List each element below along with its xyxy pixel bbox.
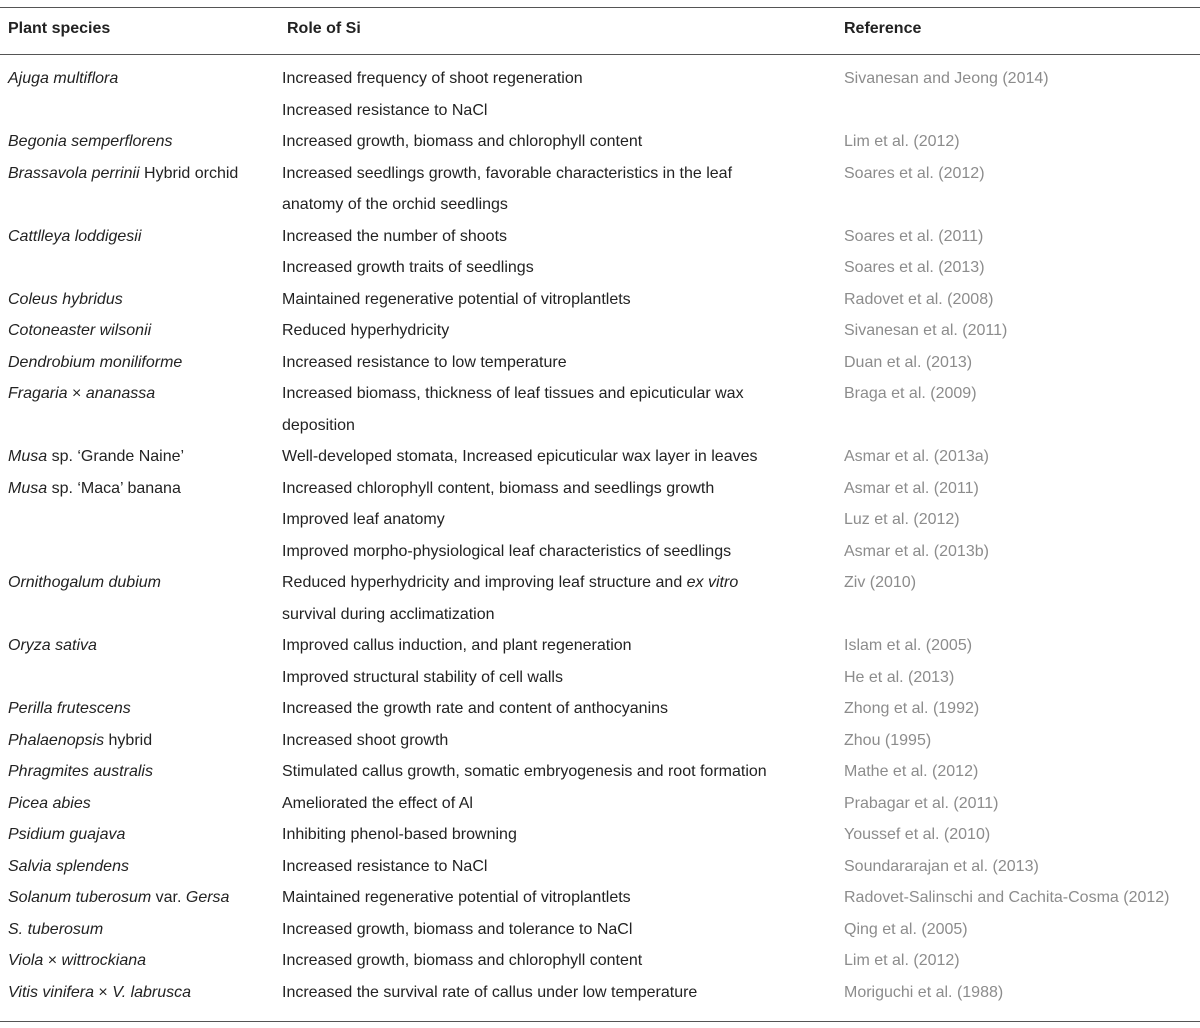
species-text: Phragmites australis xyxy=(8,763,153,780)
table-row xyxy=(0,756,1200,788)
species-text: Phalaenopsis xyxy=(8,731,105,749)
cell-plant-species xyxy=(8,725,152,757)
cell-reference: Asmar et al. (2013b) xyxy=(844,542,989,560)
table-row xyxy=(0,410,1200,442)
cell-reference: Zhou (1995) xyxy=(844,731,932,749)
table-row xyxy=(0,378,1200,410)
table-row xyxy=(0,567,1200,599)
species-text: Oryza sativa xyxy=(8,637,97,654)
cell-reference: Soares et al. (2012) xyxy=(844,164,985,182)
cell-plant-species xyxy=(8,756,153,788)
species-text: Fragaria xyxy=(8,385,68,402)
species-text: × xyxy=(93,983,113,1001)
cell-role-of-si xyxy=(282,567,738,599)
species-text: × xyxy=(43,952,62,969)
species-text: sp. ‘Grande Naine’ xyxy=(47,448,185,465)
cell-role-of-si xyxy=(282,473,714,505)
table-row xyxy=(0,221,1200,253)
species-text: Brassavola perrinii xyxy=(8,164,140,182)
cell-plant-species xyxy=(8,788,91,820)
role-text: Increased growth traits of seedlings xyxy=(282,259,534,276)
cell-role-of-si xyxy=(282,315,449,347)
species-text: Ajuga multiflora xyxy=(8,70,119,87)
role-text: Stimulated callus growth, somatic embryogenesis and root formation xyxy=(282,763,767,780)
cell-reference: Qing et al. (2005) xyxy=(844,920,968,938)
table-row xyxy=(0,63,1200,95)
cell-role-of-si xyxy=(282,221,507,253)
header-plant-species: Plant species xyxy=(8,20,111,37)
role-text: Increased growth, biomass and chlorophyll content xyxy=(282,133,643,150)
role-text: Increased resistance to low temperature xyxy=(282,353,567,371)
table-top-rule xyxy=(0,7,1200,8)
table-row xyxy=(0,599,1200,631)
cell-role-of-si xyxy=(282,536,731,568)
species-text: Perilla frutescens xyxy=(8,700,131,717)
cell-reference: Prabagar et al. (2011) xyxy=(844,794,999,812)
cell-reference: Lim et al. (2012) xyxy=(844,952,960,969)
cell-plant-species xyxy=(8,851,129,883)
role-text: Increased the survival rate of callus under low temperature xyxy=(282,983,698,1001)
cell-plant-species xyxy=(8,378,155,410)
species-text: × xyxy=(67,385,86,402)
cell-reference: Mathe et al. (2012) xyxy=(844,763,979,780)
cell-role-of-si xyxy=(282,693,668,725)
cell-role-of-si xyxy=(282,63,583,95)
species-text: V. labrusca xyxy=(112,983,192,1001)
species-text: Solanum tuberosum xyxy=(8,889,152,906)
species-text: Gersa xyxy=(185,889,230,906)
cell-reference: He et al. (2013) xyxy=(844,668,955,686)
table-row xyxy=(0,945,1200,977)
cell-plant-species xyxy=(8,945,146,977)
species-text: S. tuberosum xyxy=(8,920,104,938)
role-text: Increased the growth rate and content of anthocyanins xyxy=(282,700,669,717)
cell-plant-species xyxy=(8,473,181,505)
role-text: Reduced hyperhydricity xyxy=(282,322,450,339)
role-text: deposition xyxy=(282,416,355,434)
species-text: Cattlleya loddigesii xyxy=(8,227,142,245)
cell-role-of-si xyxy=(282,914,632,946)
cell-role-of-si xyxy=(282,504,445,536)
cell-role-of-si xyxy=(282,756,767,788)
role-text: Increased the number of shoots xyxy=(282,227,508,245)
table-header-rule xyxy=(0,54,1200,55)
role-text: Improved callus induction, and plant regeneration xyxy=(282,637,632,654)
cell-role-of-si xyxy=(282,977,697,1009)
table-row xyxy=(0,473,1200,505)
table-row xyxy=(0,189,1200,221)
cell-plant-species xyxy=(8,630,97,662)
species-text: Musa xyxy=(8,479,48,497)
cell-reference: Zhong et al. (1992) xyxy=(844,700,980,717)
table-row xyxy=(0,977,1200,1009)
cell-plant-species xyxy=(8,914,103,946)
cell-role-of-si xyxy=(282,158,732,190)
cell-role-of-si xyxy=(282,599,495,631)
cell-role-of-si xyxy=(282,410,355,442)
cell-plant-species xyxy=(8,315,151,347)
role-text: ex vitro xyxy=(686,574,739,591)
cell-role-of-si xyxy=(282,788,473,820)
species-text: var. xyxy=(151,889,186,906)
role-text: Well-developed stomata, Increased epicuticular wax layer in leaves xyxy=(282,448,758,465)
cell-role-of-si xyxy=(282,189,508,221)
table-row xyxy=(0,536,1200,568)
cell-role-of-si xyxy=(282,662,563,694)
cell-plant-species xyxy=(8,63,118,95)
species-text: Salvia splendens xyxy=(8,857,129,875)
table-row xyxy=(0,315,1200,347)
table-row xyxy=(0,504,1200,536)
cell-reference: Soares et al. (2013) xyxy=(844,259,985,276)
table-row xyxy=(0,441,1200,473)
cell-reference: Luz et al. (2012) xyxy=(844,511,960,528)
table-header xyxy=(0,20,1200,42)
header-role-of-si: Role of Si xyxy=(287,20,361,37)
cell-role-of-si xyxy=(282,819,517,851)
species-text: wittrockiana xyxy=(61,952,147,969)
table-row xyxy=(0,693,1200,725)
cell-plant-species xyxy=(8,347,182,379)
role-text: Increased seedlings growth, favorable characteristics in the leaf xyxy=(282,164,733,182)
role-text: survival during acclimatization xyxy=(282,605,495,623)
species-text: Psidium guajava xyxy=(8,826,126,843)
role-text: Improved morpho-physiological leaf characteristics of seedlings xyxy=(282,542,732,560)
species-text: ananassa xyxy=(85,385,156,402)
cell-role-of-si xyxy=(282,378,744,410)
role-text: Reduced hyperhydricity and improving leaf structure and xyxy=(282,574,687,591)
cell-role-of-si xyxy=(282,284,631,316)
role-text: Improved structural stability of cell walls xyxy=(282,668,563,686)
cell-role-of-si xyxy=(282,95,487,127)
role-text: Increased chlorophyll content, biomass and seedlings growth xyxy=(282,479,715,497)
table-row xyxy=(0,851,1200,883)
cell-reference: Sivanesan and Jeong (2014) xyxy=(844,70,1049,87)
table-row xyxy=(0,914,1200,946)
role-text: anatomy of the orchid seedlings xyxy=(282,196,508,213)
table-row xyxy=(0,788,1200,820)
cell-plant-species xyxy=(8,126,173,158)
species-text: Coleus hybridus xyxy=(8,290,123,308)
role-text: Increased resistance to NaCl xyxy=(282,101,488,119)
table-row xyxy=(0,630,1200,662)
table-row xyxy=(0,252,1200,284)
cell-plant-species xyxy=(8,158,238,190)
table-row xyxy=(0,347,1200,379)
cell-reference: Braga et al. (2009) xyxy=(844,385,977,402)
cell-role-of-si xyxy=(282,441,758,473)
role-text: Increased resistance to NaCl xyxy=(282,857,488,875)
cell-role-of-si xyxy=(282,347,567,379)
table-row xyxy=(0,126,1200,158)
cell-role-of-si xyxy=(282,126,642,158)
cell-role-of-si xyxy=(282,252,534,284)
cell-reference: Asmar et al. (2011) xyxy=(844,479,979,497)
species-text: sp. ‘Maca’ banana xyxy=(47,479,181,497)
cell-reference: Radovet-Salinschi and Cachita-Cosma (2012) xyxy=(844,889,1170,906)
role-text: Inhibiting phenol-based browning xyxy=(282,826,517,843)
role-text: Increased frequency of shoot regeneration xyxy=(282,70,583,87)
species-text: Ornithogalum dubium xyxy=(8,574,161,591)
table-row xyxy=(0,662,1200,694)
table-row xyxy=(0,284,1200,316)
species-text: Viola xyxy=(8,952,44,969)
cell-reference: Soares et al. (2011) xyxy=(844,227,984,245)
cell-reference: Lim et al. (2012) xyxy=(844,133,960,150)
cell-plant-species xyxy=(8,882,229,914)
role-text: Ameliorated the effect of Al xyxy=(282,794,473,812)
table-row xyxy=(0,158,1200,190)
species-text: Dendrobium moniliforme xyxy=(8,353,183,371)
species-text: Cotoneaster wilsonii xyxy=(8,322,152,339)
role-text: Improved leaf anatomy xyxy=(282,511,445,528)
cell-reference: Sivanesan et al. (2011) xyxy=(844,322,1008,339)
role-text: Increased growth, biomass and chlorophyll content xyxy=(282,952,643,969)
cell-reference: Asmar et al. (2013a) xyxy=(844,448,989,465)
cell-reference: Moriguchi et al. (1988) xyxy=(844,983,1004,1001)
role-text: Increased shoot growth xyxy=(282,731,449,749)
table-row xyxy=(0,95,1200,127)
cell-reference: Soundararajan et al. (2013) xyxy=(844,857,1039,875)
cell-reference: Duan et al. (2013) xyxy=(844,353,973,371)
cell-plant-species xyxy=(8,977,191,1009)
species-text: Hybrid orchid xyxy=(139,164,239,182)
species-text: hybrid xyxy=(104,731,153,749)
cell-role-of-si xyxy=(282,630,632,662)
cell-plant-species xyxy=(8,567,161,599)
cell-reference: Youssef et al. (2010) xyxy=(844,826,991,843)
table-row xyxy=(0,882,1200,914)
cell-plant-species xyxy=(8,693,131,725)
role-text: Maintained regenerative potential of vitroplantlets xyxy=(282,889,631,906)
header-reference: Reference xyxy=(844,20,922,37)
species-text: Vitis vinifera xyxy=(8,983,94,1001)
table-body xyxy=(0,63,1200,1008)
role-text: Increased biomass, thickness of leaf tissues and epicuticular wax xyxy=(282,385,744,402)
role-text: Increased growth, biomass and tolerance to NaCl xyxy=(282,920,633,938)
role-text: Maintained regenerative potential of vitroplantlets xyxy=(282,290,631,308)
cell-reference: Ziv (2010) xyxy=(844,574,917,591)
table-row xyxy=(0,725,1200,757)
cell-reference: Islam et al. (2005) xyxy=(844,637,973,654)
cell-role-of-si xyxy=(282,945,642,977)
cell-plant-species xyxy=(8,441,184,473)
cell-role-of-si xyxy=(282,851,487,883)
species-text: Picea abies xyxy=(8,794,91,812)
cell-plant-species xyxy=(8,221,141,253)
species-text: Begonia semperflorens xyxy=(8,133,173,150)
species-text: Musa xyxy=(8,448,48,465)
cell-plant-species xyxy=(8,284,123,316)
cell-role-of-si xyxy=(282,725,448,757)
table-bottom-rule xyxy=(0,1021,1200,1022)
table-row xyxy=(0,819,1200,851)
cell-role-of-si xyxy=(282,882,631,914)
cell-plant-species xyxy=(8,819,125,851)
cell-reference: Radovet et al. (2008) xyxy=(844,290,994,308)
